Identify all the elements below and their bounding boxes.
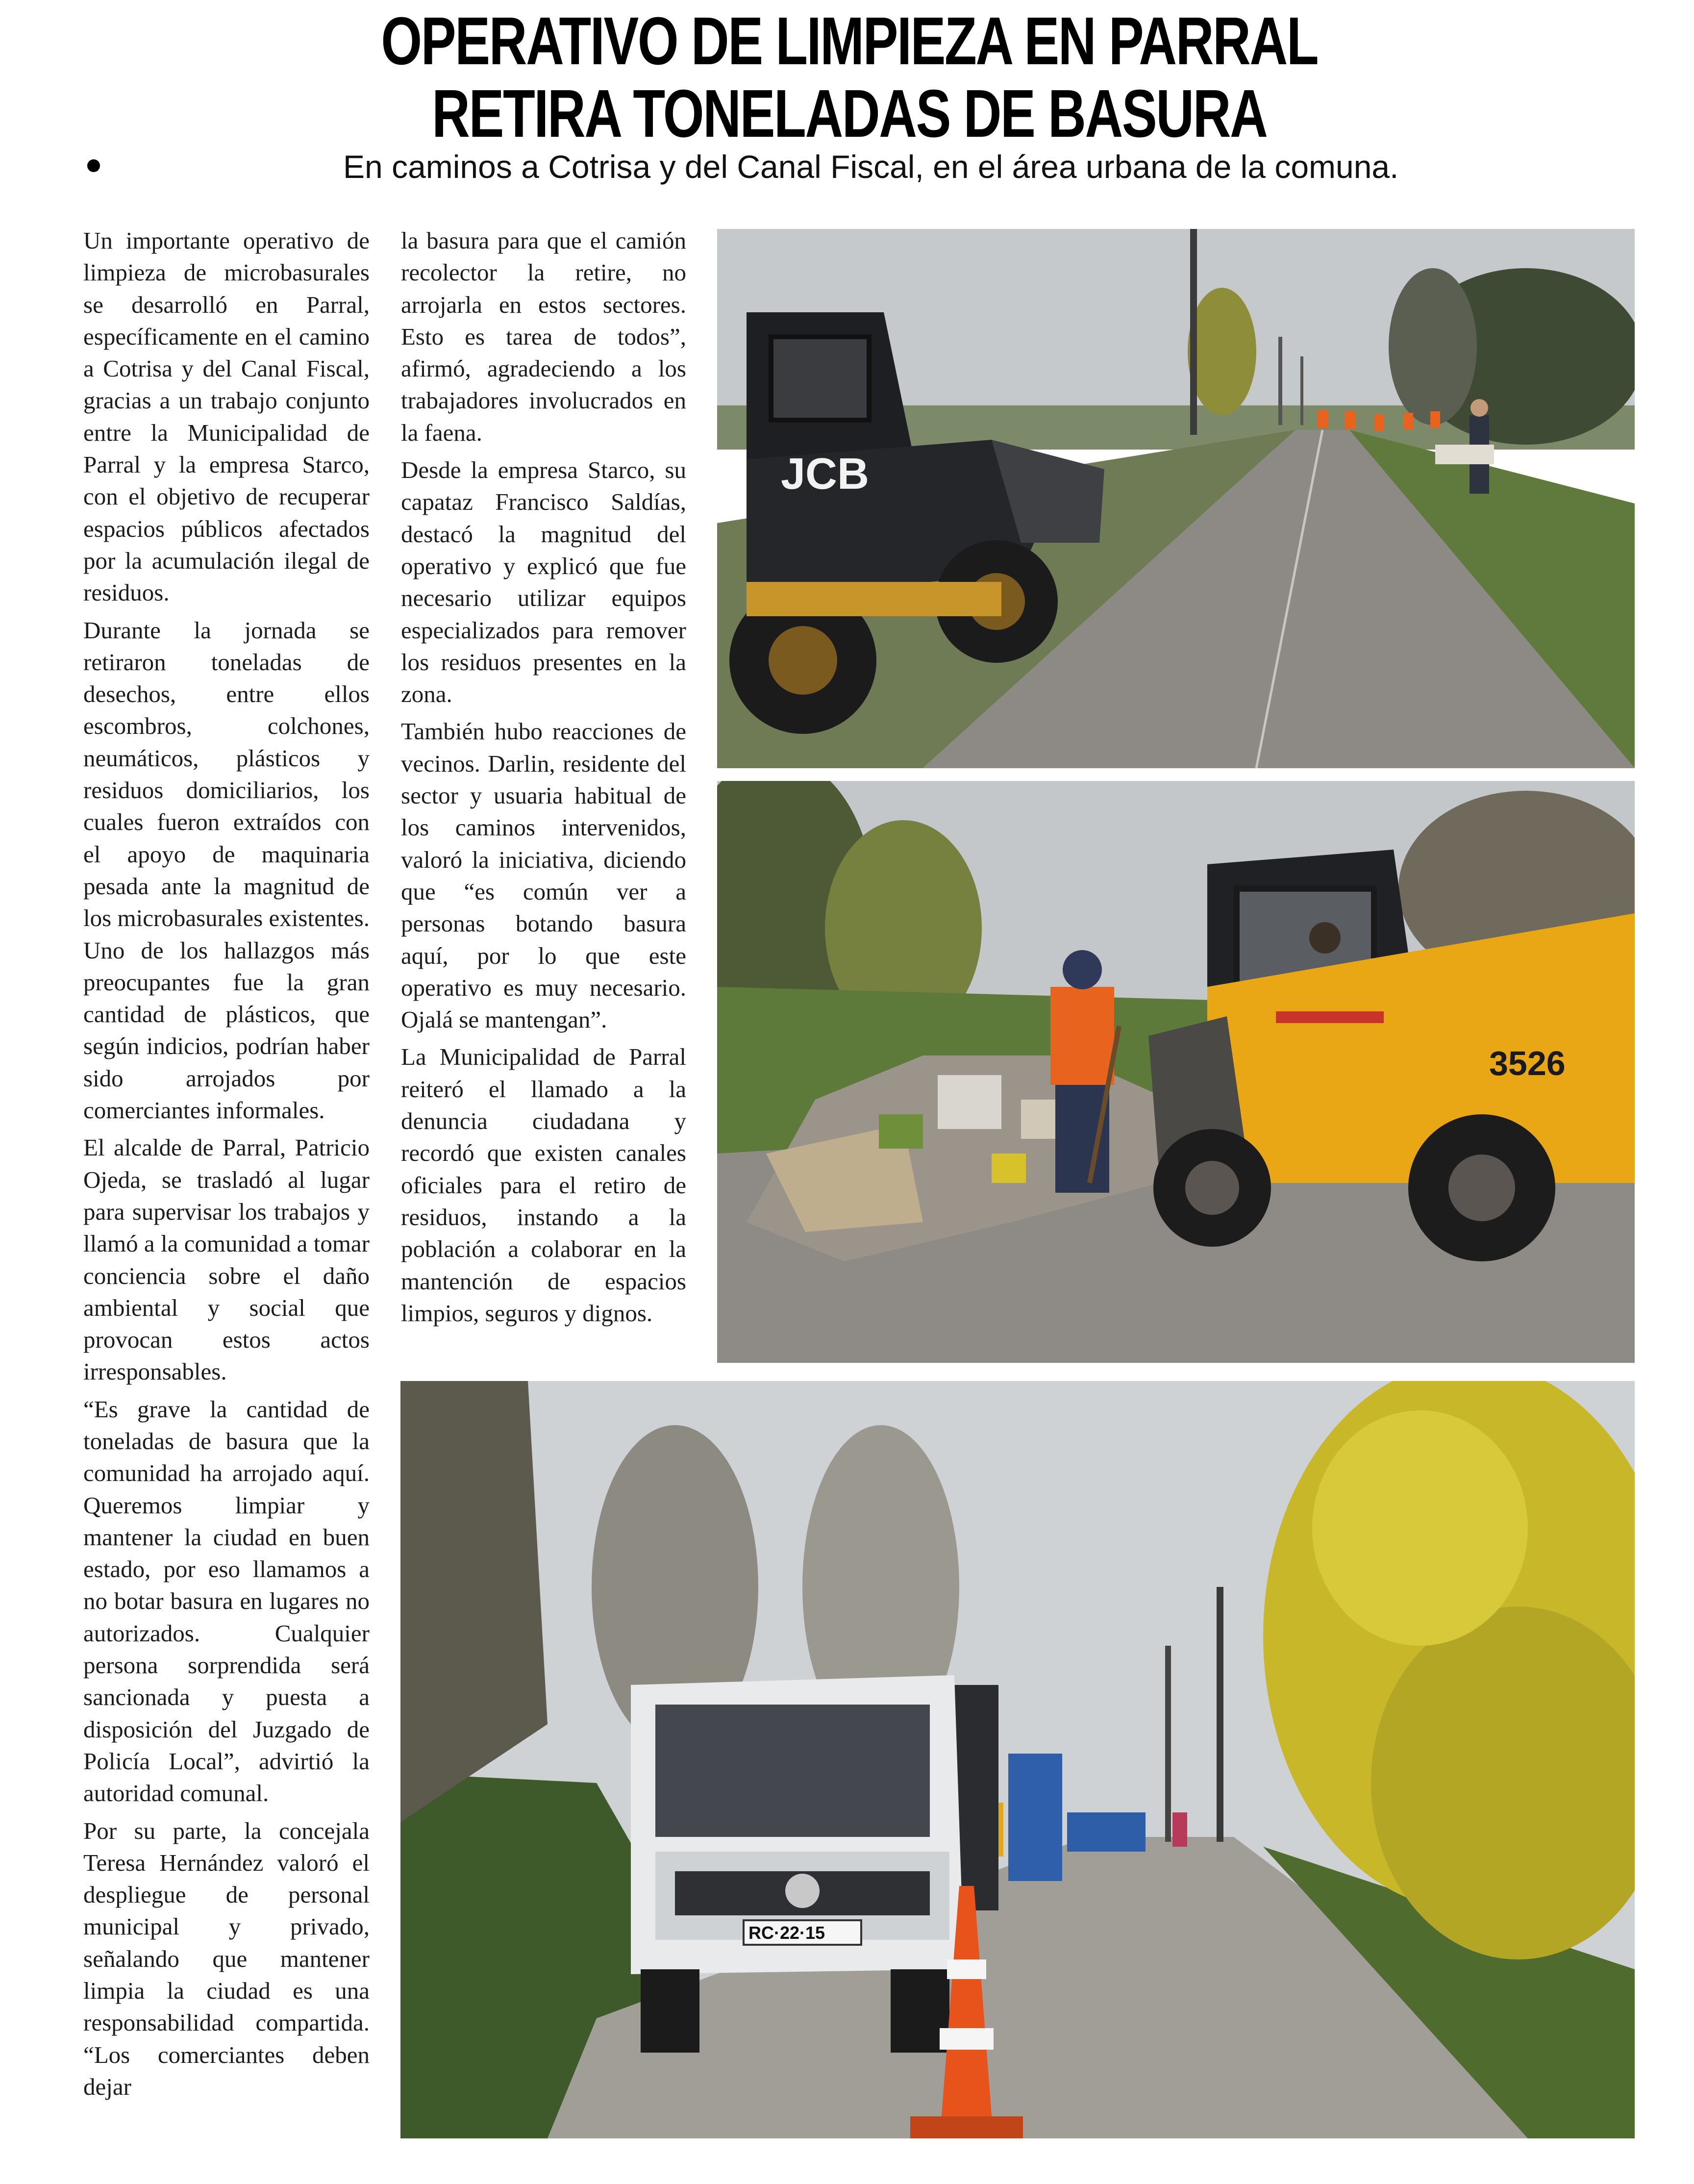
paragraph: “Es grave la cantidad de toneladas de basura que la comunidad ha arrojado aquí. Queremos limpiar y mantener la ciudad en buen estado, por eso llamamos a no botar basura en lugares no autorizados. Cualquier persona sorprendida será sancionada y puesta a disposición del Juzgado de Policía Local”, advirtió la autoridad comunal. (83, 1395, 370, 1807)
headline-line-1: OPERATIVO DE LIMPIEZA EN PARRAL (381, 3, 1318, 79)
text-column-1 (83, 225, 370, 2108)
bullet-icon (87, 159, 100, 172)
loader-number: 3526 (1489, 1044, 1566, 1082)
article-subtitle: En caminos a Cotrisa y del Canal Fiscal, en el área urbana de la comuna. (343, 149, 1399, 185)
paragraph: la basura para que el camión recolector la retire, no arrojarla en estos sectores. Esto es tarea de todos”, afirmó, agradeciendo a los trabajadores involucrados en la faena. (401, 227, 686, 446)
photo-loader-trash-pile (717, 781, 1635, 1363)
jcb-logo: JCB (781, 450, 870, 499)
photo-loader-on-road (717, 229, 1635, 768)
paragraph: Desde la empresa Starco, su capataz Francisco Saldías, destacó la magnitud del operativo y explicó que fue necesario utilizar equipos especializados para remover los residuos presentes en la zona. (401, 456, 686, 708)
headline-line-2: RETIRA TONELADAS DE BASURA (432, 76, 1267, 151)
paragraph: El alcalde de Parral, Patricio Ojeda, se trasladó al lugar para supervisar los trabajos y llamó a la comunidad a tomar conciencia sobre el daño ambiental y social que provocan estos actos irresponsables. (83, 1134, 370, 1385)
paragraph: También hubo reacciones de vecinos. Darlin, residente del sector y usuaria habitual de los caminos intervenidos, valoró la iniciativa, diciendo que “es común ver a personas botando basura aquí, por lo que este operativo es muy necesario. Ojalá se mantengan”. (401, 718, 686, 1033)
paragraph: La Municipalidad de Parral reiteró el llamado a la denuncia ciudadana y recordó que existen canales oficiales para el retiro de residuos, instando a la población a colaborar en la mantención de espacios limpios, seguros y dignos. (401, 1043, 686, 1327)
article-headline (189, 5, 1510, 150)
photo-truck-and-cone (400, 1381, 1635, 2138)
paragraph: Un importante operativo de limpieza de microbasurales se desarrolló en Parral, específicamente en el camino a Cotrisa y del Canal Fiscal, gracias a un trabajo conjunto entre la Municipalidad de Parral y la empresa Starco, con el objetivo de recuperar espacios públicos afectados por la acumulación ilegal de residuos. (83, 227, 370, 606)
paragraph: Durante la jornada se retiraron toneladas de desechos, entre ellos escombros, colchones, neumáticos, plásticos y residuos domiciliarios, los cuales fueron extraídos con el apoyo de maquinaria pesada ante la magnitud de los microbasurales existentes. Uno de los hallazgos más preocupantes fue la gran cantidad de plásticos, que según indicios, podrían haber sido arrojados por comerciantes informales. (83, 616, 370, 1124)
truck-plate: RC·22·15 (748, 1923, 825, 1943)
text-column-2 (401, 225, 686, 1334)
paragraph: Por su parte, la concejala Teresa Hernández valoró el despliegue de personal municipal y privado, señalando que mantener limpia la ciudad es una responsabilidad compartida. “Los comerciantes deben dejar (83, 1817, 370, 2100)
